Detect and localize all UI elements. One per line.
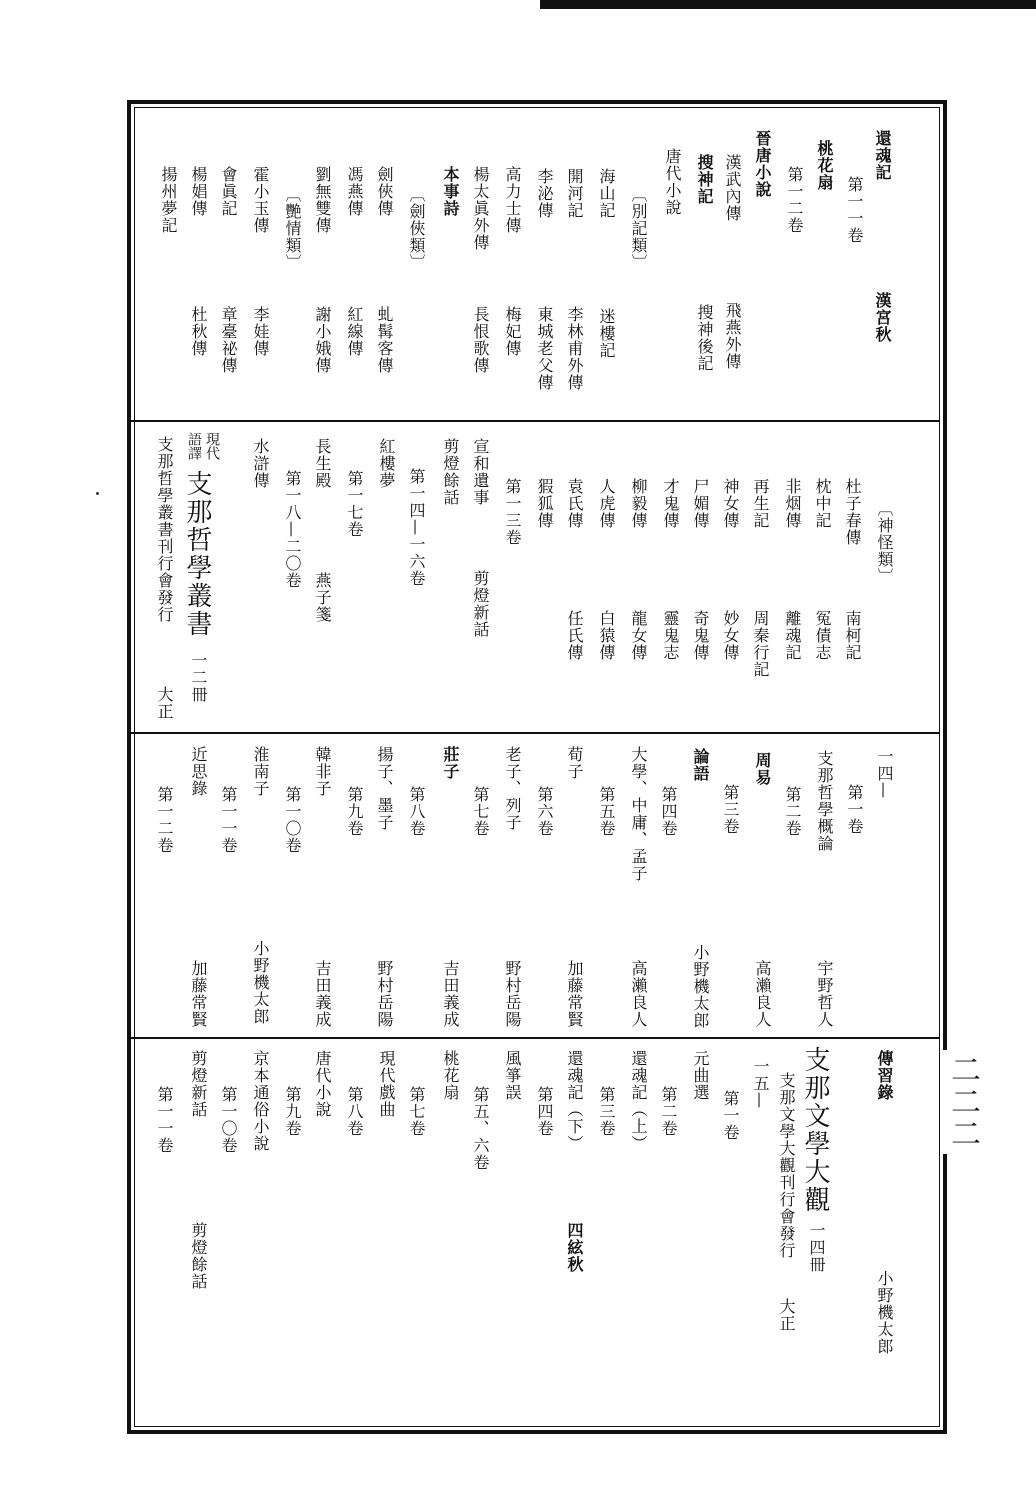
- volume-label: 第八卷: [345, 1086, 364, 1137]
- volume-count: 一四冊: [807, 1222, 826, 1273]
- volume-label: 第四卷: [659, 786, 678, 837]
- entry-title: 漢宮秋: [873, 292, 892, 343]
- entry-title: 離魂記: [783, 610, 802, 661]
- volume-label: 第四卷: [535, 1086, 554, 1137]
- category-label: 〔別記類〕: [629, 186, 648, 271]
- entry-title: 四絃秋: [565, 1222, 584, 1273]
- entry-title: 唐代小說: [313, 1050, 332, 1118]
- entry-title: 劉無雙傳: [313, 166, 332, 234]
- entry-title: 梅妃傳: [503, 306, 522, 357]
- entry-title: 李林甫外傳: [565, 306, 584, 391]
- entry-title: 柳毅傳: [629, 478, 648, 529]
- entry-title: 猳狐傳: [535, 478, 554, 529]
- entry-title: 桃花扇: [441, 1050, 460, 1101]
- entry-title: 揚子、墨子: [375, 746, 394, 831]
- entry-title: 支那哲學概論: [815, 750, 834, 852]
- volume-label: 第一三卷: [503, 478, 522, 546]
- volume-label: 第一一卷: [219, 786, 238, 854]
- entry-title: 揚州夢記: [159, 166, 178, 234]
- volume-label: 第一卷: [721, 1090, 740, 1141]
- entry-title: 開河記: [565, 168, 584, 219]
- top-rule: [540, 0, 1036, 9]
- entry-title: 本事詩: [441, 166, 460, 217]
- entry-title: 馮燕傳: [345, 166, 364, 217]
- entry-title: 還魂記（下）: [565, 1050, 584, 1152]
- era: 大正: [155, 686, 174, 720]
- volume-label: 第一〇卷: [283, 786, 302, 854]
- entry-title: 大學、中庸、孟子: [629, 746, 648, 882]
- entry-title: 搜神記: [695, 154, 714, 205]
- entry-title: 搜神後記: [695, 304, 714, 372]
- entry-title: 宣和遺事: [471, 438, 490, 506]
- volume-label: 第三卷: [721, 784, 740, 835]
- volume-label: 第八卷: [407, 786, 426, 837]
- volume-label: 第三卷: [597, 1086, 616, 1137]
- entry-title: 長生殿: [313, 438, 332, 489]
- entry-title: 霍小玉傳: [251, 166, 270, 234]
- author: 吉田義成: [313, 960, 332, 1028]
- entry-title: 剪燈新話: [189, 1050, 208, 1118]
- entry-title: 海山記: [597, 168, 616, 219]
- entry-title: 還魂記: [873, 130, 892, 181]
- volume-label: 第一八—二〇卷: [283, 470, 302, 589]
- entry-title: 謝小娥傳: [313, 306, 332, 374]
- volume-label: 第二卷: [659, 1086, 678, 1137]
- era: 大正: [777, 1298, 796, 1332]
- entry-title: 章臺祕傳: [219, 306, 238, 374]
- volume-label: 第一一卷: [845, 176, 864, 244]
- entry-title: 奇鬼傳: [691, 610, 710, 661]
- entry-title: 虬髯客傳: [375, 306, 394, 374]
- section-divider-3: [131, 1037, 939, 1039]
- entry-title: 論語: [691, 748, 710, 782]
- category-label: 〔劍俠類〕: [407, 186, 426, 271]
- volume-label: 第九卷: [283, 1086, 302, 1137]
- author: 小野機太郎: [251, 940, 270, 1025]
- volume-label: 第五、六卷: [471, 1086, 490, 1171]
- entry-title: 還魂記（上）: [629, 1050, 648, 1152]
- volume-count: 一二冊: [189, 652, 208, 703]
- entry-title: 杜子春傳: [843, 478, 862, 546]
- entry-title: 飛燕外傳: [723, 302, 742, 370]
- entry-title: 南柯記: [843, 610, 862, 661]
- volume-label: 第一一卷: [155, 1086, 174, 1154]
- publisher: 支那文學大觀刊行會發行: [777, 1072, 796, 1259]
- entry-title: 剪燈餘話: [189, 1222, 208, 1290]
- entry-title: 李娃傳: [251, 306, 270, 357]
- entry-title: 風箏誤: [503, 1050, 522, 1101]
- entry-title: 迷樓記: [597, 308, 616, 359]
- entry-title: 近思錄: [189, 746, 208, 797]
- entry-title: 紅樓夢: [377, 438, 396, 489]
- entry-title: 人虎傳: [597, 478, 616, 529]
- volume-label: 第七卷: [407, 1086, 426, 1137]
- author: 野村岳陽: [503, 960, 522, 1028]
- author: 高瀨良人: [753, 960, 772, 1028]
- entry-title: 杜秋傳: [189, 306, 208, 357]
- entry-title: 非烟傳: [783, 478, 802, 529]
- entry-title: 靈鬼志: [661, 610, 680, 661]
- author: 吉田義成: [441, 960, 460, 1028]
- series-number: 一五—: [751, 1058, 770, 1109]
- entry-title: 老子、列子: [503, 746, 522, 831]
- series-prefix-2: 語譯: [186, 432, 202, 460]
- entry-title: 周易: [753, 752, 772, 786]
- entry-title: 紅線傳: [345, 306, 364, 357]
- entry-title: 神女傳: [721, 478, 740, 529]
- entry-title: 枕中記: [813, 478, 832, 529]
- entry-title: 漢武內傳: [723, 154, 742, 222]
- author: 加藤常賢: [189, 960, 208, 1028]
- category-label: 〔神怪類〕: [875, 500, 894, 585]
- volume-label: 第一七卷: [345, 470, 364, 538]
- entry-title: 楊太眞外傳: [471, 166, 490, 251]
- entry-title: 淮南子: [251, 746, 270, 797]
- entry-title: 燕子箋: [313, 572, 332, 623]
- series-prefix-1: 現代: [204, 432, 220, 460]
- series-title: 支那哲學叢書: [182, 470, 212, 638]
- entry-title: 剪燈餘話: [441, 438, 460, 506]
- entry-title: 水滸傳: [251, 438, 270, 489]
- volume-label: 第九卷: [345, 786, 364, 837]
- entry-title: 元曲選: [691, 1050, 710, 1101]
- entry-title: 楊娼傳: [189, 166, 208, 217]
- volume-label: 第六卷: [535, 786, 554, 837]
- entry-title: 白猿傳: [597, 610, 616, 661]
- entry-title: 傳習錄: [875, 1050, 894, 1101]
- volume-label: 第一四—一六卷: [407, 468, 426, 587]
- entry-title: 冤債志: [813, 610, 832, 661]
- entry-title: 莊子: [441, 746, 460, 780]
- entry-title: 唐代小說: [663, 148, 682, 216]
- author: 高瀨良人: [629, 960, 648, 1028]
- section-divider-2: [131, 732, 939, 734]
- author: 野村岳陽: [375, 960, 394, 1028]
- category-label: 〔艷情類〕: [283, 186, 302, 271]
- author: 加藤常賢: [565, 960, 584, 1028]
- entry-title: 京本通俗小說: [251, 1050, 270, 1152]
- entry-title: 尸媚傳: [691, 478, 710, 529]
- entry-title: 妙女傳: [721, 610, 740, 661]
- volume-label: 第七卷: [471, 786, 490, 837]
- series-title: 支那文學大觀: [800, 1046, 830, 1214]
- series-number: 一四—: [875, 748, 894, 799]
- entry-title: 晉唐小說: [753, 130, 772, 198]
- entry-title: 高力士傳: [503, 166, 522, 234]
- volume-label: 第五卷: [597, 786, 616, 837]
- entry-title: 長恨歌傳: [471, 306, 490, 374]
- volume-label: 第一二卷: [155, 786, 174, 854]
- speck: [96, 492, 99, 495]
- volume-label: 第一二卷: [785, 166, 804, 234]
- entry-title: 李泌傳: [535, 168, 554, 219]
- entry-title: 才鬼傳: [661, 478, 680, 529]
- publisher: 支那哲學叢書刊行會發行: [155, 436, 174, 623]
- section-divider-1: [131, 420, 939, 422]
- entry-title: 韓非子: [313, 746, 332, 797]
- margin-rule: [944, 100, 946, 1426]
- entry-title: 袁氏傳: [565, 478, 584, 529]
- entry-title: 荀子: [565, 746, 584, 780]
- volume-label: 第一卷: [845, 784, 864, 835]
- entry-title: 會眞記: [219, 166, 238, 217]
- entry-title: 龍女傳: [629, 610, 648, 661]
- entry-title: 現代戲曲: [377, 1050, 396, 1118]
- entry-title: 周秦行記: [751, 610, 770, 678]
- author: 小野機太郎: [691, 944, 710, 1029]
- entry-title: 剪燈新話: [471, 570, 490, 638]
- page-number: 二二二: [940, 1050, 984, 1154]
- entry-title: 任氏傳: [565, 610, 584, 661]
- volume-label: 第二卷: [783, 786, 802, 837]
- author: 小野機太郎: [875, 1270, 894, 1355]
- volume-label: 第一〇卷: [219, 1086, 238, 1154]
- author: 宇野哲人: [815, 960, 834, 1028]
- entry-title: 劍俠傳: [375, 166, 394, 217]
- entry-title: 東城老父傳: [535, 306, 554, 391]
- entry-title: 桃花扇: [815, 140, 834, 191]
- entry-title: 再生記: [751, 478, 770, 529]
